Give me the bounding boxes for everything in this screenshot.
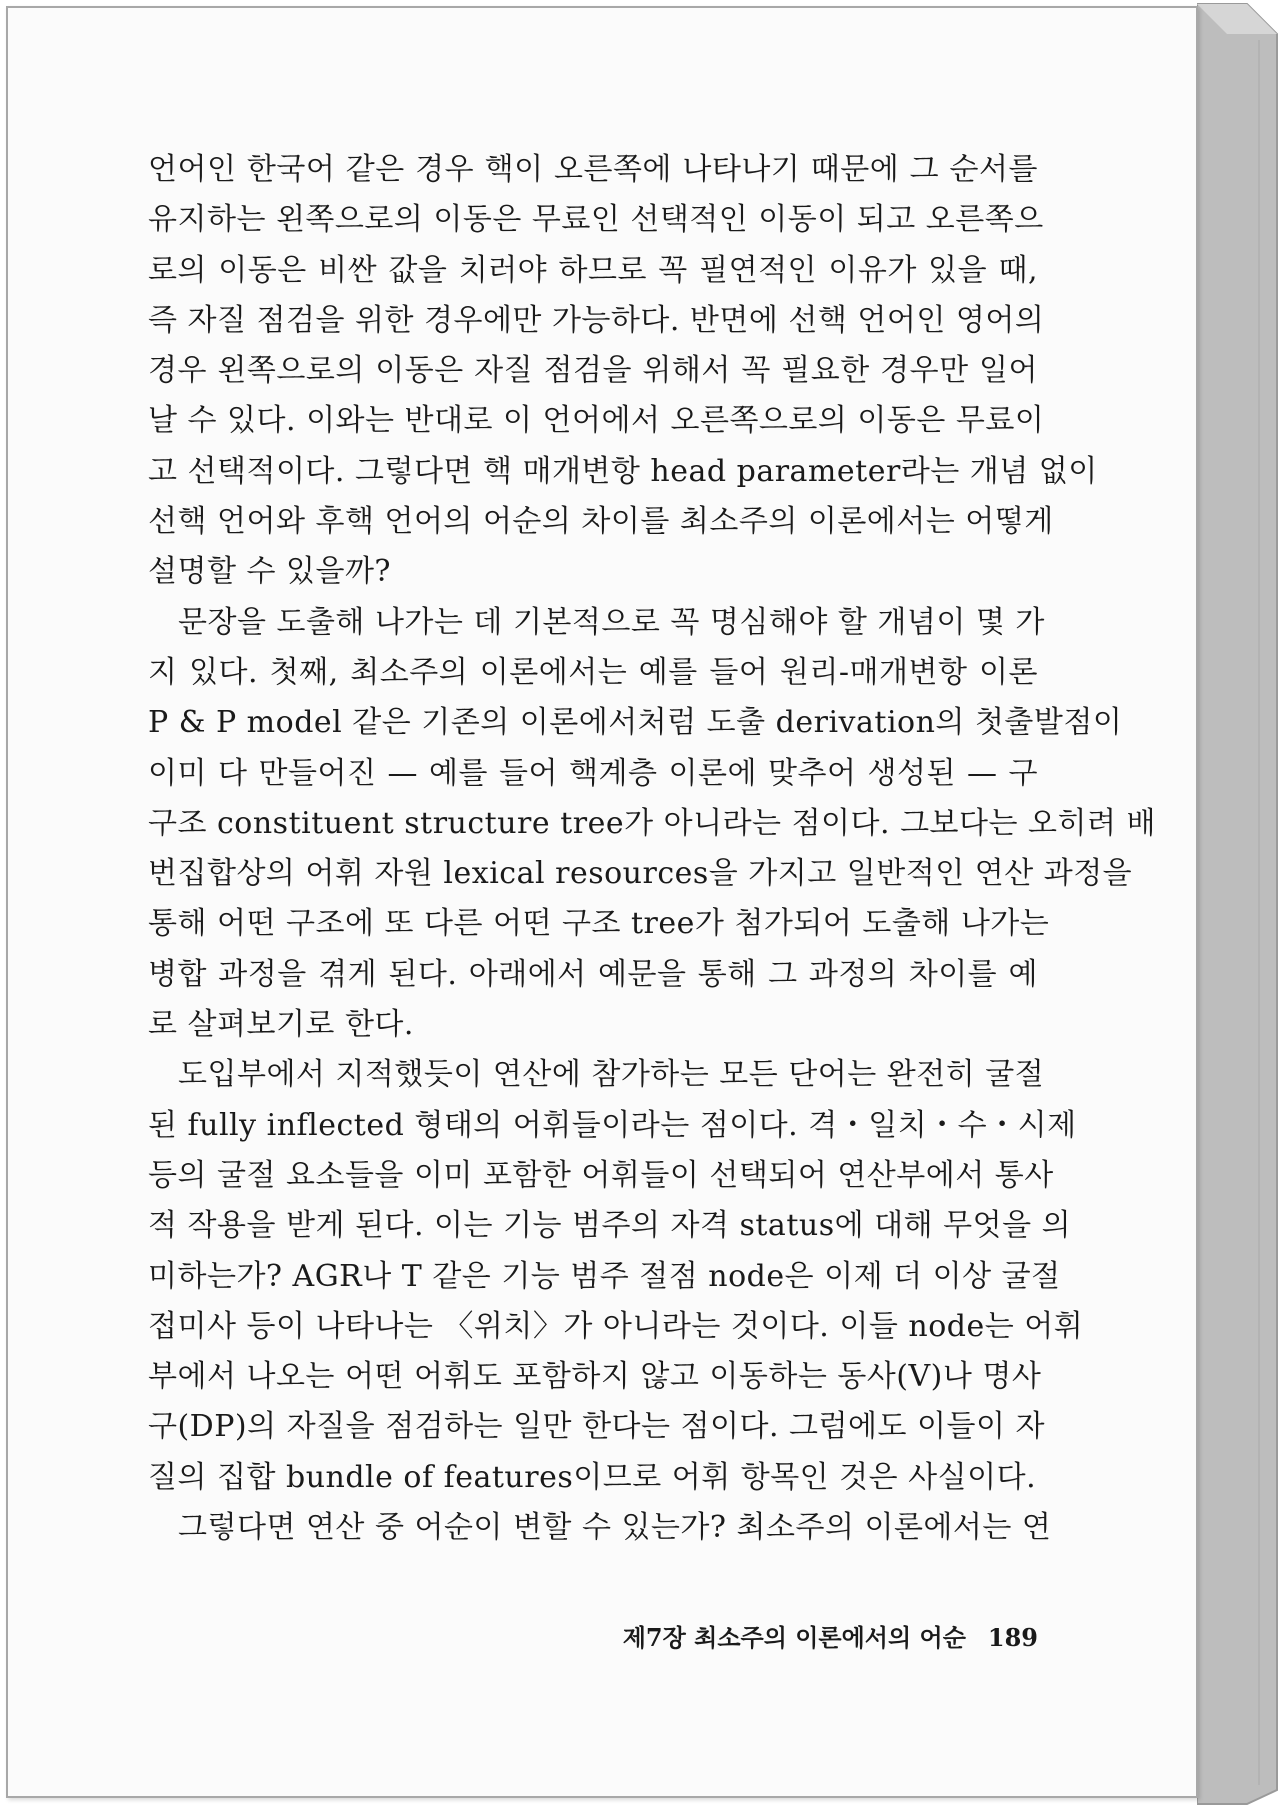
text-line: 등의 굴절 요소들을 이미 포함한 어휘들이 선택되어 연산부에서 통사 [148,1157,1054,1193]
text-line: 즉 자질 점검을 위한 경우에만 가능하다. 반면에 선핵 언어인 영어의 [148,302,1045,338]
page-number: 189 [987,1623,1038,1652]
text-line: 문장을 도출해 나가는 데 기본적으로 꼭 명심해야 할 개념이 몇 가 [178,604,1045,640]
text-line: 로의 이동은 비싼 값을 치러야 하므로 꼭 필연적인 이유가 있을 때, [148,252,1038,288]
text-line: 질의 집합 bundle of features이므로 어휘 항목인 것은 사실이다. [148,1459,1037,1495]
page-edge-shape [1197,0,1285,1806]
text-line: 언어인 한국어 같은 경우 핵이 오른쪽에 나타나기 때문에 그 순서를 [148,152,1038,187]
paragraph-3 [148,1050,1084,1503]
text-line: 유지하는 왼쪽으로의 이동은 무료인 선택적인 이동이 되고 오른쪽으 [148,202,1044,238]
text-line: 지 있다. 첫째, 최소주의 이론에서는 예를 들어 원리-매개변항 이론 [148,654,1038,690]
running-footer [568,1618,1038,1653]
text-line: 병합 과정을 겪게 된다. 아래에서 예문을 통해 그 과정의 차이를 예 [148,956,1038,992]
paragraph-2 [148,598,1156,1051]
chapter-title: 제7장 최소주의 이론에서의 어순 [622,1623,966,1652]
text-line: 구(DP)의 자질을 점검하는 일만 한다는 점이다. 그럼에도 이들이 자 [148,1409,1045,1445]
text-line: 설명할 수 있을까? [148,554,392,590]
text-line: 고 선택적이다. 그렇다면 핵 매개변항 head parameter라는 개념 없이 [148,453,1098,489]
book-page [6,6,1198,1798]
text-line: 적 작용을 받게 된다. 이는 기능 범주의 자격 status에 대해 무엇을 의 [148,1208,1072,1244]
text-line: P & P model 같은 기존의 이론에서처럼 도출 derivation의 첫출발점이 [148,705,1123,741]
text-line: 번집합상의 어휘 자원 lexical resources을 가지고 일반적인 연산 과정을 [148,856,1133,892]
text-line: 된 fully inflected 형태의 어휘들이라는 점이다. 격・일치・수・시제 [148,1107,1077,1143]
text-line: 선핵 언어와 후핵 언어의 어순의 차이를 최소주의 이론에서는 어떻게 [148,504,1054,540]
text-line: 미하는가? AGR나 T 같은 기능 범주 절점 node은 이제 더 이상 굴절 [148,1258,1061,1294]
text-line: 통해 어떤 구조에 또 다른 어떤 구조 tree가 첨가되어 도출해 나가는 [148,906,1050,942]
text-line: 이미 다 만들어진 — 예를 들어 핵계층 이론에 맞추어 생성된 — 구 [148,755,1038,791]
text-line: 로 살펴보기로 한다. [148,1007,414,1043]
text-line: 날 수 있다. 이와는 반대로 이 언어에서 오른쪽으로의 이동은 무료이 [148,403,1045,439]
text-line: 경우 왼쪽으로의 이동은 자질 점검을 위해서 꼭 필요한 경우만 일어 [148,353,1038,389]
text-line: 그렇다면 연산 중 어순이 변할 수 있는가? 최소주의 이론에서는 연 [178,1510,1052,1546]
text-line: 부에서 나오는 어떤 어휘도 포함하지 않고 이동하는 동사(V)나 명사 [148,1359,1042,1395]
text-line: 도입부에서 지적했듯이 연산에 참가하는 모든 단어는 완전히 굴절 [178,1057,1045,1093]
paragraph-1 [148,145,1098,598]
text-line: 구조 constituent structure tree가 아니라는 점이다. 그보다는 오히려 배 [148,805,1156,841]
body-text [148,145,1156,1553]
paragraph-4 [148,1503,1052,1553]
text-line: 접미사 등이 나타나는 〈위치〉가 아니라는 것이다. 이들 node는 어휘 [148,1308,1084,1344]
page-stack-edge [1197,0,1285,1806]
